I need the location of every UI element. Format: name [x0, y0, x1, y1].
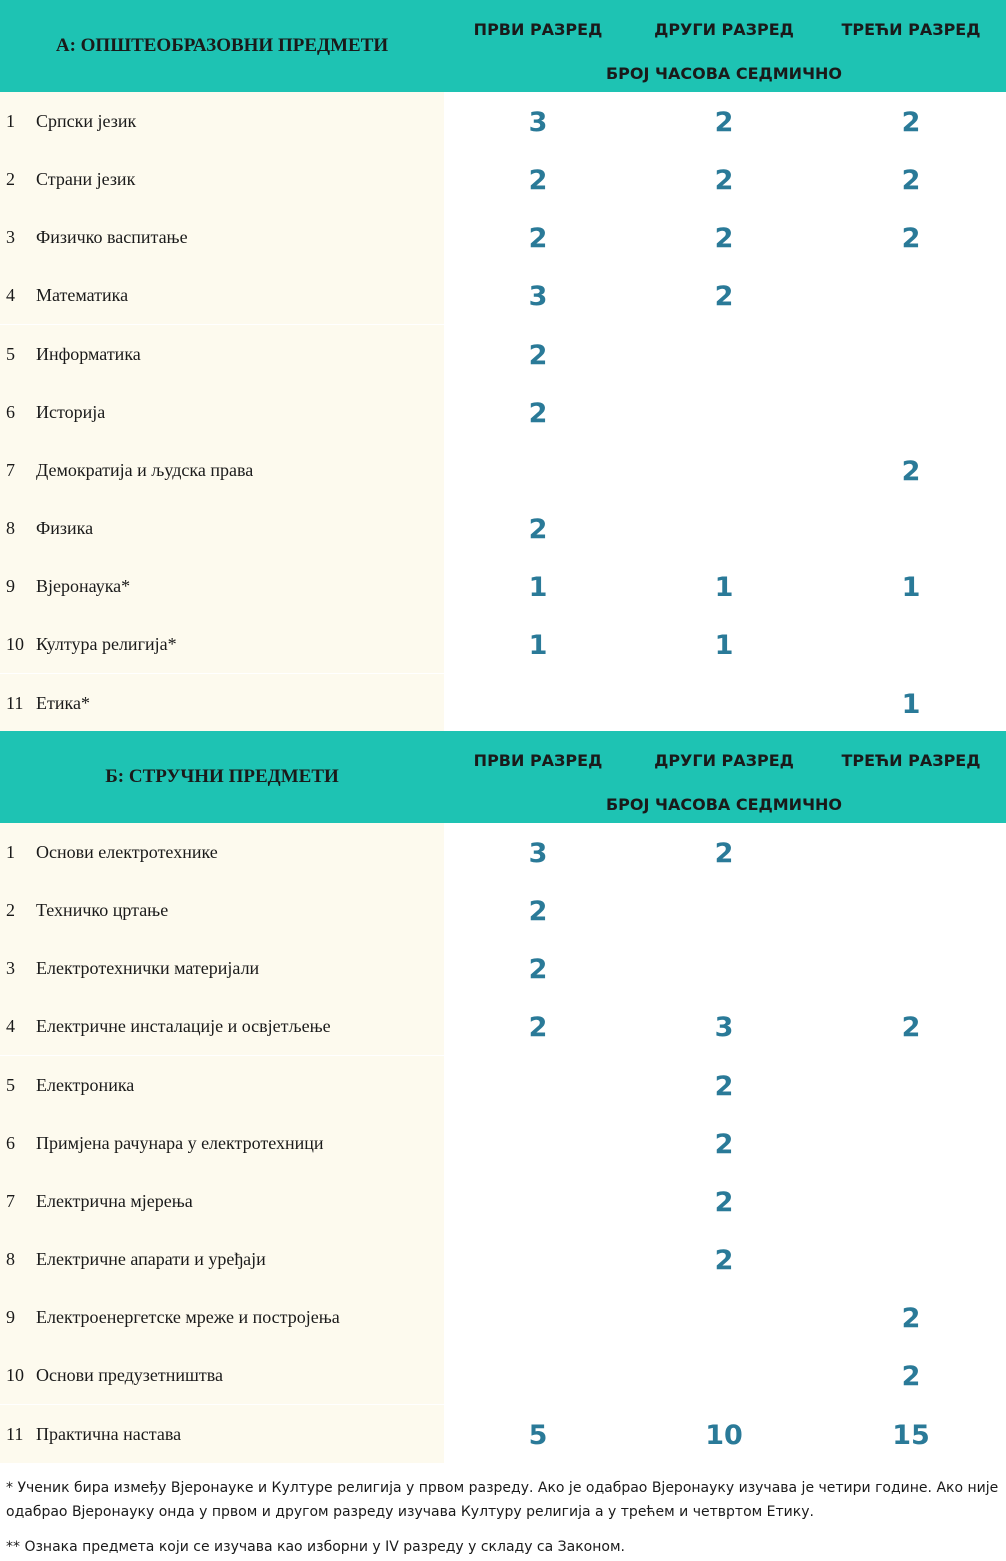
row-number: 7 — [6, 1190, 15, 1211]
table-row — [0, 881, 1006, 939]
subject-cell — [0, 823, 444, 881]
subject-name: Демократија и људска права — [36, 459, 254, 480]
hours-grade-3: 2 — [901, 1303, 921, 1335]
hours-grade-2: 2 — [714, 1186, 734, 1218]
hours-grade-1: 5 — [528, 1419, 548, 1451]
table-row — [0, 383, 1006, 441]
subject-name: Електрична мјерења — [36, 1190, 193, 1211]
subject-name: Основи електротехнике — [36, 842, 218, 862]
subject-name: Електроенергетске мреже и постројења — [36, 1307, 340, 1328]
hours-grade-2: 10 — [705, 1419, 743, 1451]
subject-name: Српски језик — [36, 111, 137, 131]
hours-grade-2: 1 — [714, 572, 734, 604]
row-number: 3 — [6, 958, 15, 979]
subject-cell — [0, 997, 444, 1055]
hours-grade-1: 3 — [528, 838, 548, 869]
hours-grade-1: 3 — [528, 107, 548, 138]
subject-cell — [0, 881, 444, 939]
subject-name: Техничко цртање — [36, 900, 169, 921]
subject-cell — [0, 1288, 444, 1346]
subject-name: Електричне инсталације и освјетљење — [36, 1016, 331, 1037]
row-number: 9 — [6, 1307, 15, 1328]
column-header-grade-3: ТРЕЋИ РАЗРЕД — [841, 20, 981, 39]
hours-grade-3: 2 — [901, 455, 921, 487]
hours-per-week-subheader: БРОЈ ЧАСОВА СЕДМИЧНО — [605, 795, 842, 814]
table-row — [0, 823, 1006, 881]
hours-grade-1: 2 — [528, 1012, 548, 1044]
hours-grade-3: 2 — [901, 165, 921, 197]
subject-name: Етика* — [36, 692, 90, 713]
row-number: 9 — [6, 576, 15, 597]
hours-grade-1: 2 — [528, 397, 548, 429]
row-number: 2 — [6, 900, 15, 921]
row-number: 10 — [6, 1365, 24, 1386]
subject-name: Информатика — [36, 343, 141, 364]
table-row — [0, 557, 1006, 615]
hours-grade-2: 2 — [714, 223, 734, 255]
hours-grade-1: 2 — [528, 896, 548, 928]
subject-cell — [0, 499, 444, 557]
table-row — [0, 1346, 1006, 1404]
subject-name: Физика — [36, 518, 94, 539]
subject-name: Култура религија* — [36, 634, 177, 655]
row-number: 3 — [6, 227, 15, 248]
hours-grade-2: 2 — [714, 1070, 734, 1102]
table-row — [0, 997, 1006, 1055]
table-row — [0, 615, 1006, 673]
hours-grade-1: 2 — [528, 514, 548, 546]
hours-grade-3: 2 — [901, 1361, 921, 1393]
subject-cell — [0, 939, 444, 997]
hours-grade-2: 2 — [714, 1128, 734, 1160]
hours-grade-3: 2 — [901, 1012, 921, 1044]
subject-cell — [0, 1114, 444, 1172]
hours-grade-2: 2 — [714, 165, 734, 197]
subject-cell — [0, 1056, 444, 1114]
column-header-grade-2: ДРУГИ РАЗРЕД — [654, 20, 794, 39]
subject-cell — [0, 1172, 444, 1230]
row-number: 5 — [6, 1074, 15, 1095]
hours-grade-2: 1 — [714, 630, 734, 662]
table-row — [0, 1230, 1006, 1288]
subject-name: Примјена рачунара у електротехници — [36, 1132, 324, 1153]
subject-name: Основи предузетништва — [36, 1365, 224, 1386]
subject-name: Физичко васпитање — [36, 227, 188, 248]
subject-cell — [0, 1230, 444, 1288]
subject-name: Практична настава — [36, 1423, 182, 1444]
subject-cell — [0, 557, 444, 615]
section-title: Б: СТРУЧНИ ПРЕДМЕТИ — [105, 766, 339, 787]
column-header-grade-1: ПРВИ РАЗРЕД — [473, 751, 603, 770]
column-header-grade-2: ДРУГИ РАЗРЕД — [654, 751, 794, 770]
subject-name: Математика — [36, 285, 129, 306]
row-number: 6 — [6, 1132, 15, 1153]
table-row — [0, 150, 1006, 208]
subject-name: Електроника — [36, 1074, 135, 1095]
subject-name: Вјеронаука* — [36, 576, 131, 597]
table-row — [0, 1114, 1006, 1172]
hours-grade-1: 1 — [528, 572, 548, 604]
hours-grade-2: 2 — [714, 1245, 734, 1277]
hours-grade-1: 3 — [528, 281, 548, 313]
hours-grade-2: 3 — [714, 1012, 734, 1044]
subject-cell — [0, 441, 444, 499]
table-row — [0, 266, 1006, 324]
table-row — [0, 325, 1006, 383]
subject-cell — [0, 383, 444, 441]
subject-cell — [0, 208, 444, 266]
hours-grade-2: 2 — [714, 107, 734, 138]
hours-grade-3: 15 — [892, 1419, 930, 1451]
hours-grade-1: 2 — [528, 954, 548, 986]
row-number: 4 — [6, 1016, 15, 1037]
subject-cell — [0, 1346, 444, 1404]
subject-cell — [0, 325, 444, 383]
hours-grade-3: 1 — [901, 572, 921, 604]
section-header — [0, 731, 1006, 823]
row-number: 11 — [6, 1423, 24, 1444]
table-row — [0, 441, 1006, 499]
hours-per-week-subheader: БРОЈ ЧАСОВА СЕДМИЧНО — [605, 64, 842, 83]
table-row — [0, 1056, 1006, 1114]
row-number: 7 — [6, 459, 15, 480]
hours-grade-3: 1 — [901, 688, 921, 720]
row-number: 6 — [6, 401, 15, 422]
row-number: 4 — [6, 285, 15, 306]
subject-cell — [0, 266, 444, 324]
subject-cell — [0, 674, 444, 732]
table-row — [0, 939, 1006, 997]
row-number: 8 — [6, 518, 15, 539]
hours-grade-1: 2 — [528, 339, 548, 371]
footnote-elective: ** Ознака предмета који се изучава као изборни у IV разреду у складу са Законом. — [6, 1539, 625, 1555]
row-number: 5 — [6, 343, 15, 364]
table-row — [0, 1405, 1006, 1463]
subject-name: Електричне апарати и уређаји — [36, 1249, 266, 1270]
row-number: 1 — [6, 842, 15, 862]
table-row — [0, 499, 1006, 557]
row-number: 10 — [6, 634, 24, 655]
column-header-grade-1: ПРВИ РАЗРЕД — [473, 20, 603, 39]
table-row — [0, 92, 1006, 150]
subject-cell — [0, 615, 444, 673]
section-title: А: ОПШТЕОБРАЗОВНИ ПРЕДМЕТИ — [55, 35, 389, 56]
row-number: 1 — [6, 111, 15, 131]
subject-cell — [0, 1405, 444, 1463]
row-number: 8 — [6, 1249, 15, 1270]
table-row — [0, 674, 1006, 732]
subject-name: Електротехнички материјали — [36, 958, 260, 979]
subject-name: Страни језик — [36, 169, 136, 190]
table-row — [0, 208, 1006, 266]
subject-cell — [0, 150, 444, 208]
subject-name: Историја — [36, 401, 106, 422]
hours-grade-1: 2 — [528, 223, 548, 255]
footnote-religion: * Ученик бира између Вјеронауке и Културе религија у првом разреду. Ако је одабрао Вјеронауку изучава је четири године. Ако није одабрао Вјеронауку онда у првом и другом разреду изучава Културу религија а у трећем и четвртом Етику. — [6, 1480, 999, 1520]
section-header — [0, 0, 1006, 92]
subject-cell — [0, 92, 444, 150]
column-header-grade-3: ТРЕЋИ РАЗРЕД — [841, 751, 981, 770]
hours-grade-2: 2 — [714, 838, 734, 869]
table-row — [0, 1288, 1006, 1346]
table-row — [0, 1172, 1006, 1230]
hours-grade-3: 2 — [901, 223, 921, 255]
footnotes — [6, 1476, 1000, 1559]
hours-grade-1: 2 — [528, 165, 548, 197]
hours-grade-3: 2 — [901, 107, 921, 138]
hours-grade-1: 1 — [528, 630, 548, 662]
hours-grade-2: 2 — [714, 281, 734, 313]
row-number: 2 — [6, 169, 15, 190]
row-number: 11 — [6, 692, 24, 713]
